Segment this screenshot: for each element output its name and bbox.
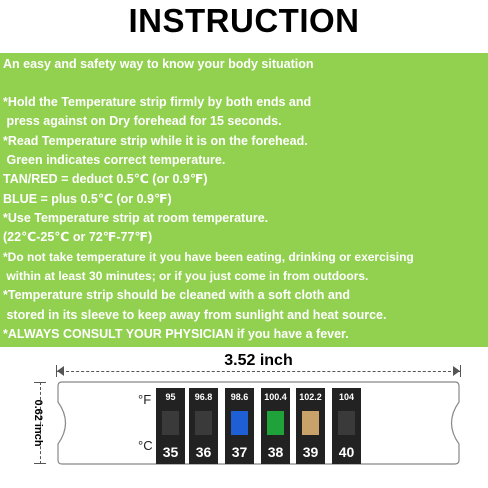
arrow-left-icon	[57, 366, 64, 376]
dimension-tick	[460, 365, 461, 377]
celsius-value: 40	[332, 441, 361, 464]
celsius-value: 38	[261, 441, 290, 464]
color-indicator	[225, 407, 254, 441]
celsius-value: 36	[189, 441, 218, 464]
temperature-cell	[261, 388, 290, 464]
instruction-line: *Use Temperature strip at room temperature.	[3, 211, 269, 225]
instruction-line: BLUE = plus 0.5℃ (or 0.9℉)	[3, 192, 172, 206]
height-label: 0.62 inch	[32, 399, 44, 447]
temperature-cell	[225, 388, 254, 464]
arrow-right-icon	[453, 366, 460, 376]
fahrenheit-value: 95	[156, 388, 185, 407]
dimension-tick	[34, 463, 46, 464]
dimension-line	[56, 371, 461, 372]
thermometer-strip	[56, 380, 461, 466]
instructions-panel	[0, 53, 488, 347]
swatch	[302, 411, 319, 435]
celsius-value: 37	[225, 441, 254, 464]
color-indicator	[332, 407, 361, 441]
swatch	[231, 411, 248, 435]
intro-line: An easy and safety way to know your body situation	[3, 57, 314, 71]
temperature-cell	[189, 388, 218, 464]
fahrenheit-value: 102.2	[296, 388, 325, 407]
temperature-cell	[332, 388, 361, 464]
celsius-value: 39	[296, 441, 325, 464]
swatch	[195, 411, 212, 435]
instruction-line: TAN/RED = deduct 0.5℃ (or 0.9℉)	[3, 172, 208, 186]
celsius-unit: °C	[138, 438, 153, 453]
celsius-value: 35	[156, 441, 185, 464]
color-indicator	[156, 407, 185, 441]
temperature-cell	[156, 388, 185, 464]
page-title: INSTRUCTION	[128, 2, 360, 39]
instruction-line: Green indicates correct temperature.	[3, 153, 226, 167]
dimension-tick	[34, 382, 46, 383]
temperature-cell	[296, 388, 325, 464]
instruction-line: *Temperature strip should be cleaned with a soft cloth and	[3, 288, 351, 302]
fahrenheit-value: 100.4	[261, 388, 290, 407]
width-dimension	[56, 352, 461, 376]
swatch	[267, 411, 284, 435]
instruction-line: stored in its sleeve to keep away from sunlight and heat source.	[3, 308, 387, 322]
height-dimension	[26, 382, 48, 464]
instruction-line: *Read Temperature strip while it is on the forehead.	[3, 134, 308, 148]
fahrenheit-unit: °F	[138, 392, 152, 407]
swatch	[162, 411, 179, 435]
instruction-line: press against on Dry forehead for 15 seconds.	[3, 114, 282, 128]
instruction-line: *Hold the Temperature strip firmly by both ends and	[3, 95, 312, 109]
instruction-line: (22℃-25℃ or 72℉-77℉)	[3, 230, 153, 244]
color-indicator	[296, 407, 325, 441]
instruction-line: *Do not take temperature it you have been eating, drinking or exercising	[3, 250, 414, 264]
color-indicator	[261, 407, 290, 441]
fahrenheit-value: 98.6	[225, 388, 254, 407]
instruction-line: *ALWAYS CONSULT YOUR PHYSICIAN if you have a fever.	[3, 327, 349, 341]
color-indicator	[189, 407, 218, 441]
instruction-line: within at least 30 minutes; or if you just come in from outdoors.	[3, 269, 369, 283]
fahrenheit-value: 96.8	[189, 388, 218, 407]
fahrenheit-value: 104	[332, 388, 361, 407]
width-label: 3.52 inch	[224, 352, 293, 369]
swatch	[338, 411, 355, 435]
